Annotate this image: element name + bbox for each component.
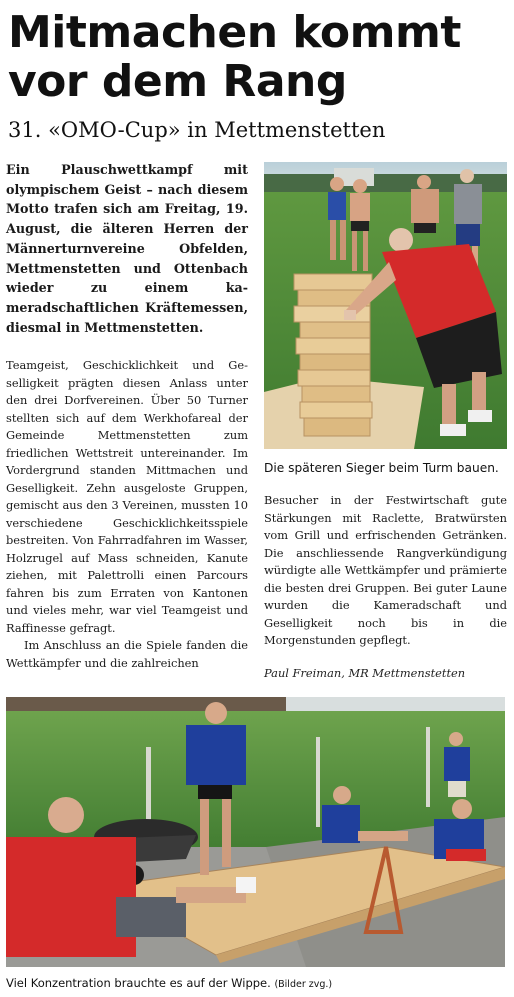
subheadline: 31. «OMO-Cup» in Mettmenstetten xyxy=(8,118,386,142)
author-byline: Paul Freiman, MR Mettmenstetten xyxy=(264,666,466,680)
headline-line-2: vor dem Rang xyxy=(8,56,347,107)
caption-bottom-text: Viel Konzentration brauchte es auf der Wippe. xyxy=(6,976,271,990)
right-column xyxy=(264,492,507,650)
body-paragraph-1: Teamgeist, Geschicklichkeit und Geselligkeit prägten diesen Anlass unter den drei Dorfvereinen. Über 50 Turner stellten sich auf dem Werkhofareal der Gemeinde Mettmenstetten zum friedlichen Wettstreit untereinander. Im Vordergrund standen Mittmachen und Geselligkeit. Zehn ausgeloste Gruppen, gemischt aus den 3 Vereinen, mussten 10 verschiedene Geschicklichkeitsspiele bestreiten. Von Fahrradfahren im Wasser, Holzrugel auf Mass schneiden, Kanute ziehen, mit Palettrolli einen Parcours fahren bis zum Erraten von Kantonen und vieles mehr, war viel Teamgeist und Raffinesse gefragt. xyxy=(6,358,248,635)
lead-paragraph: Ein Plauschwettkampf mit olympischem Geist – nach diesem Motto trafen sich am Freitag, 19. August, die älteren Herren der Männerturnvereine Obfelden, Mettmenstetten und Ottenbach wieder zu einem kameradschaftlichen Kräftemessen, diesmal in Mettmenstetten. xyxy=(6,162,248,335)
photo-seesaw xyxy=(6,697,505,967)
photo-credit: (Bilder zvg.) xyxy=(274,979,333,990)
headline xyxy=(8,8,508,106)
headline-line-1: Mitmachen kommt xyxy=(8,7,461,58)
body-paragraph-3: Besucher in der Festwirtschaft gute Stärkungen mit Raclette, Bratwürsten vom Grill und erfrischenden Getränken. Die anschliessende Rangverkündigung würdigte alle Wettkämpfer und prämierte die besten drei Gruppen. Bei guter Laune wurden die Kameradschaft und Geselligkeit noch bis in die Morgenstunden gepflegt. xyxy=(264,493,507,647)
caption-top-photo: Die späteren Sieger beim Turm bauen. xyxy=(264,461,499,475)
caption-bottom-photo xyxy=(6,976,511,990)
left-column xyxy=(6,160,248,672)
photo-jenga-tower xyxy=(264,162,507,449)
body-paragraph-2: Im Anschluss an die Spiele fanden die Wettkämpfer und die zahlreichen xyxy=(6,638,248,670)
